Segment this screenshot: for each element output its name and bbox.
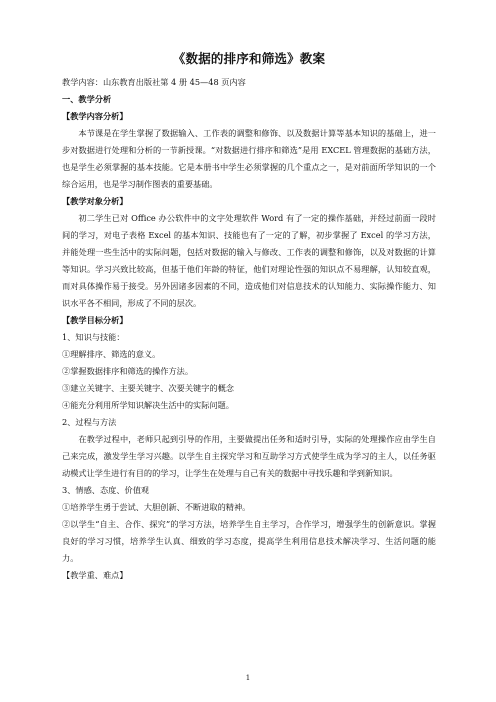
- knowledge-item: ②掌握数据排序和筛选的操作方法。: [62, 366, 194, 376]
- document-page: [62, 50, 436, 584]
- content-analysis-heading: 【教学内容分析】: [62, 111, 128, 121]
- knowledge-item: ④能充分利用所学知识解决生活中的实际问题。: [62, 400, 234, 410]
- teaching-content-line: 教学内容：山东教育出版社第 4 册 45—48 页内容: [62, 77, 246, 87]
- knowledge-item: ③建立关键字、主要关键字、次要关键字的概念: [62, 383, 234, 393]
- knowledge-skills-heading: 1、知识与技能：: [62, 332, 125, 342]
- knowledge-item: ①理解排序、筛选的意义。: [62, 349, 161, 359]
- key-points-heading: 【教学重、难点】: [62, 570, 128, 580]
- attitude-item: ②以学生“自主、合作、探究”的学习方法，培养学生自主学习，合作学习，增强学生的创新意识。掌握良好的学习习惯，培养学生认真、细致的学习态度，提高学生利用信息技术解决学习、生活问题的能力。: [62, 519, 436, 563]
- student-analysis-body: 初二学生已对 Office 办公软件中的文字处理软件 Word 有了一定的操作基础，并经过前面一段时间的学习，对电子表格 Excel 的基本知识、技能也有了一定的了解，初步掌握了 Excel 的学习方法，并能处理一些生活中的实际问题，包括对数据的输入与修改、工作表的调整和修饰，以及对数据的计算等知识。学习兴致比较高，但基于他们年龄的特征，他们对理论性强的知识点不易理解，认知较直观，而对具体操作易于接受。另外因诸多因素的不同，造成他们对信息技术的认知能力、实际操作能力、知识水平各不相同，形成了不同的层次。: [62, 213, 436, 308]
- content-analysis-body: 本节课是在学生掌握了数据输入、工作表的调整和修饰、以及数据计算等基本知识的基础上，进一步对数据进行处理和分析的一节新授课。“对数据进行排序和筛选”是用 EXCEL 管理数据的基础方法，也是学生必须掌握的基本技能。它是本册书中学生必须掌握的几个重点之一，是对前面所学知识的一个综合运用，也是学习制作图表的重要基础。: [62, 128, 436, 189]
- section-heading-analysis: 一、教学分析: [62, 94, 112, 104]
- attitude-values-heading: 3、情感、态度、价值观: [62, 485, 150, 495]
- process-method-heading: 2、过程与方法: [62, 417, 117, 427]
- document-title: 《数据的排序和筛选》教案: [172, 51, 326, 66]
- attitude-item: ①培养学生勇于尝试、大胆创新、不断进取的精神。: [62, 502, 251, 512]
- student-analysis-heading: 【教学对象分析】: [62, 196, 128, 206]
- goal-analysis-heading: 【教学目标分析】: [62, 315, 128, 325]
- page-number: 1: [245, 674, 251, 682]
- process-method-body: 在教学过程中，老师只起到引导的作用，主要做提出任务和适时引导，实际的处理操作应由学生自己来完成，激发学生学习兴趣。以学生自主探究学习和互助学习方式使学生成为学习的主人，以任务驱动模式让学生进行有目的的学习，让学生在处理与自己有关的数据中寻找乐趣和学到新知识。: [62, 434, 436, 478]
